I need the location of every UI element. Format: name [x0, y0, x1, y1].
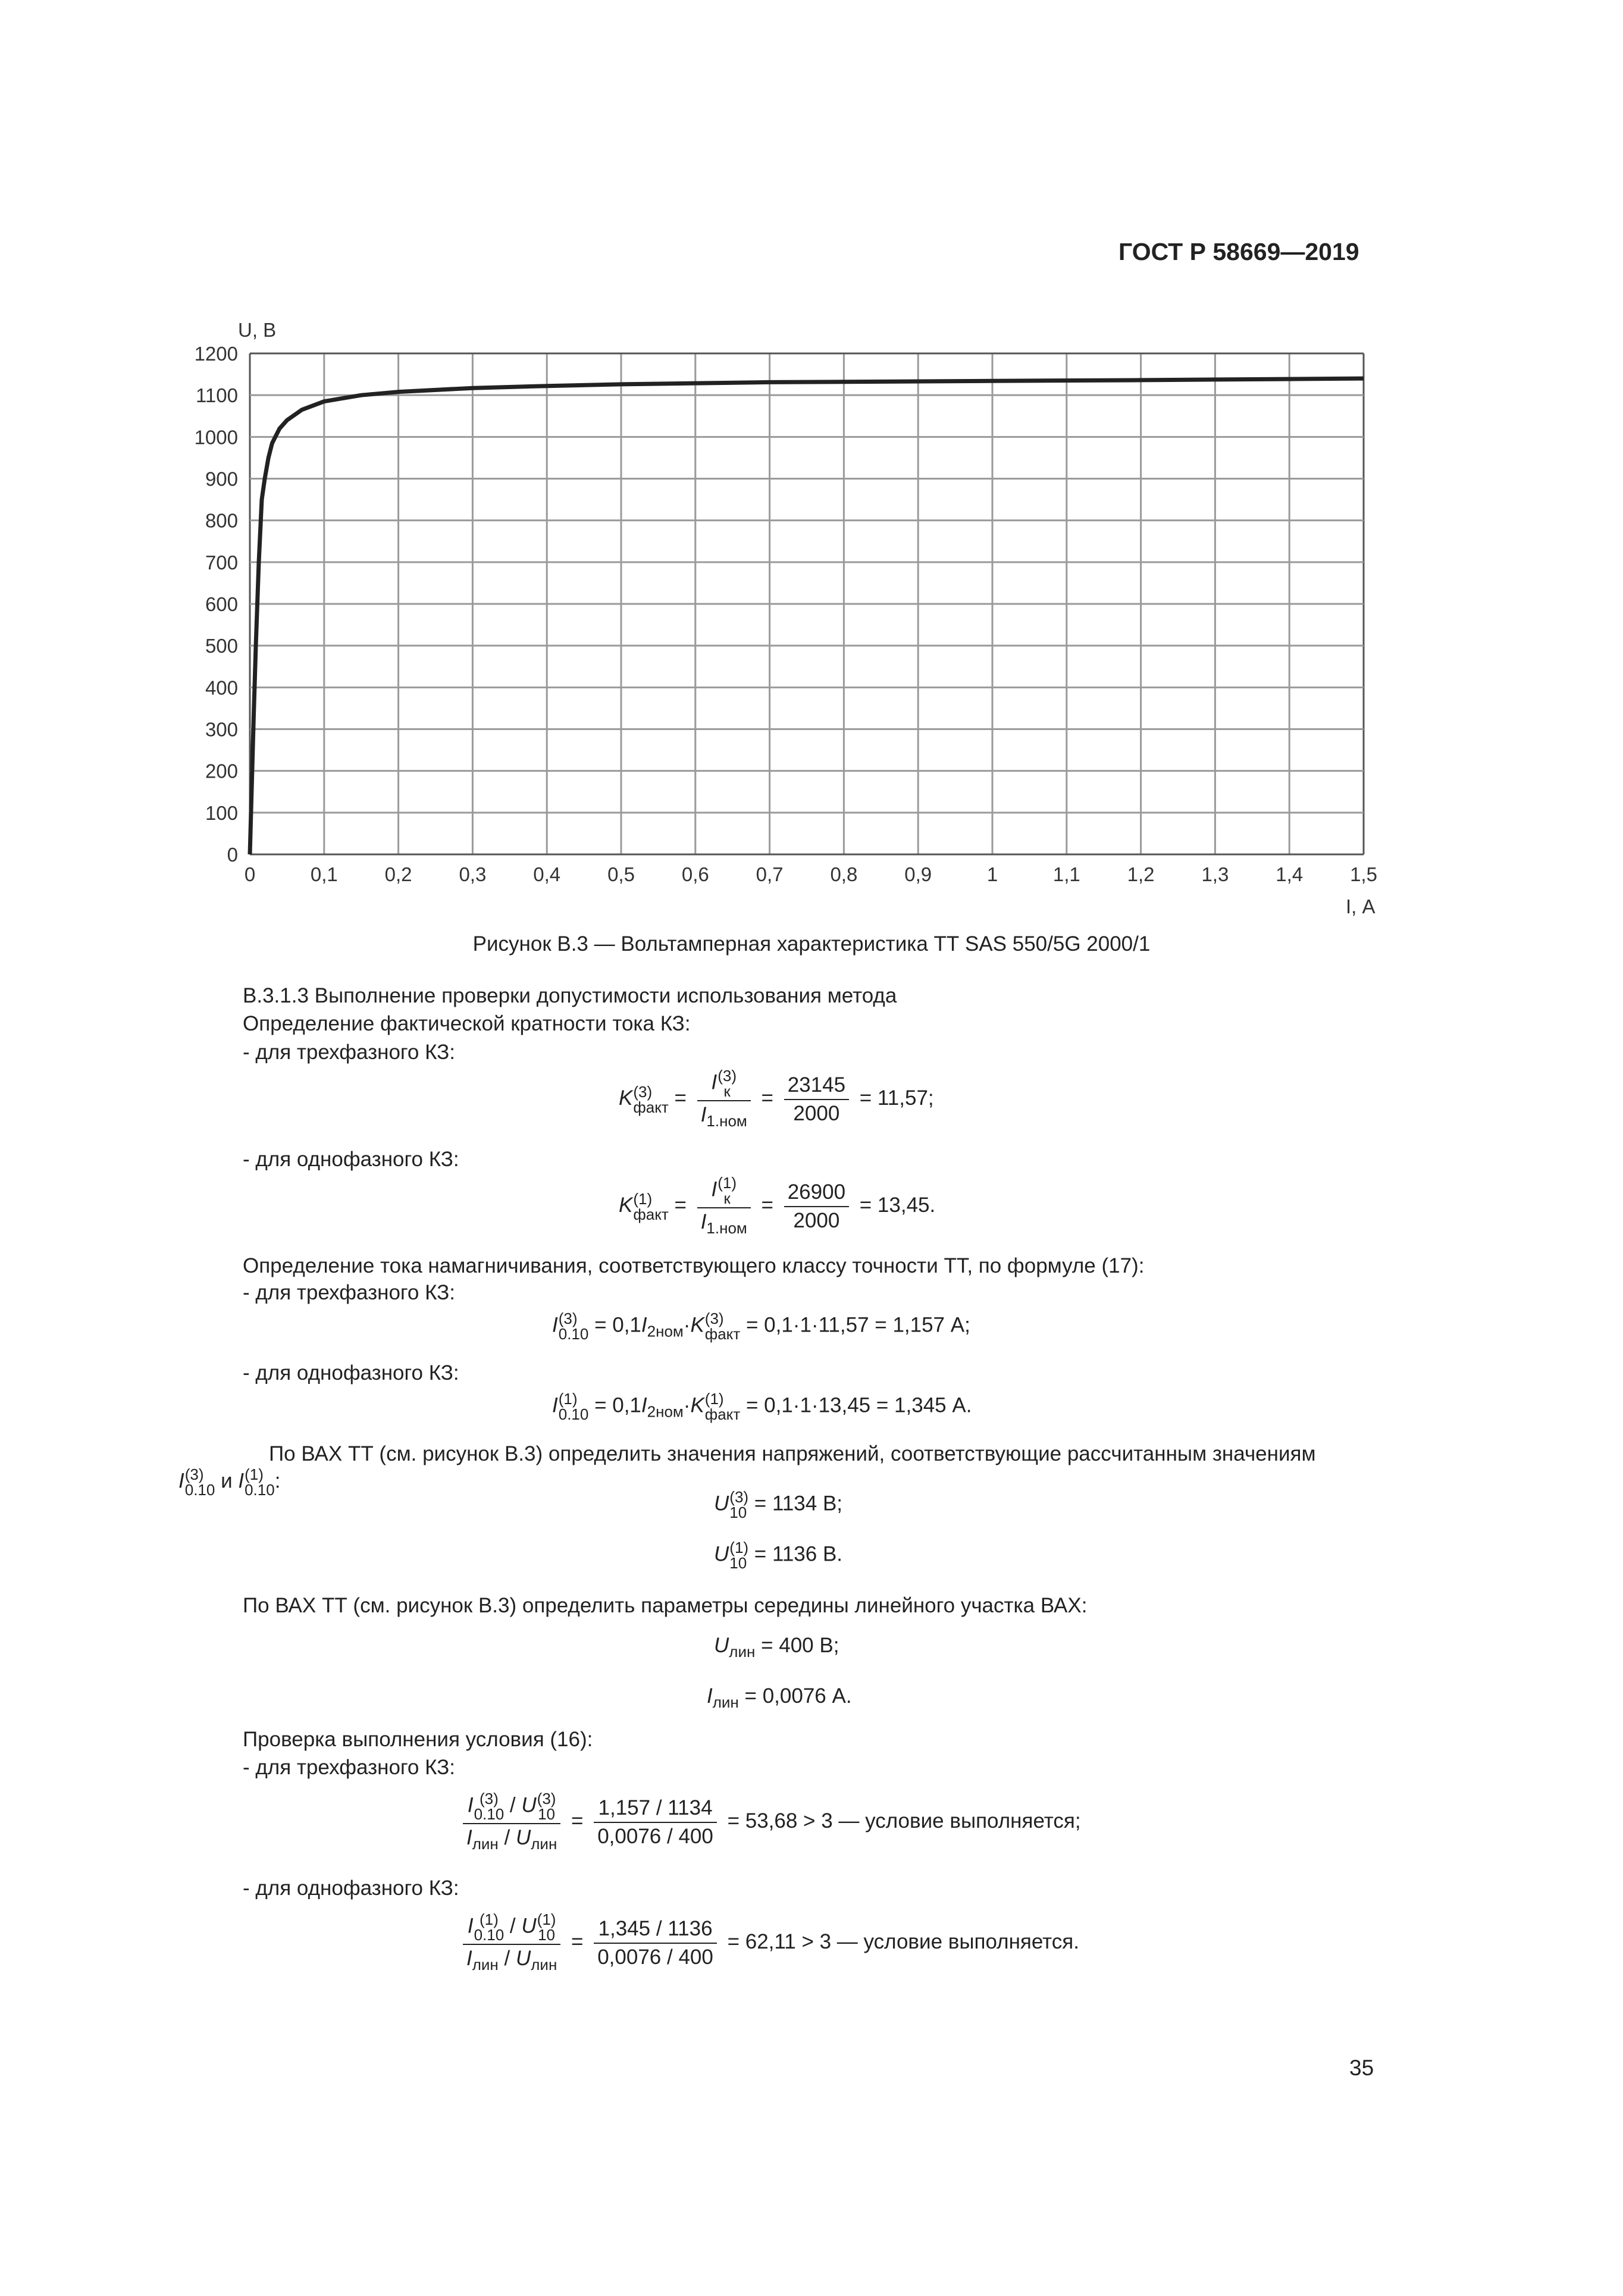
- chart-ticks: [195, 343, 1377, 885]
- paragraph-check: Проверка выполнения условия (16):: [243, 1728, 593, 1751]
- y-tick-label: 500: [205, 635, 238, 657]
- y-tick-label: 700: [205, 551, 238, 574]
- y-tick-label: 1200: [194, 343, 238, 365]
- y-tick-label: 400: [205, 676, 238, 699]
- paragraph-linear: По ВАХ ТТ (см. рисунок В.3) определить параметры середины линейного участка ВАХ:: [243, 1594, 1088, 1617]
- y-tick-label: 1000: [194, 426, 238, 449]
- formula-check3: I (3) 0.10 / U (3) 10 $I_{лин} / U_{лин}$ = $\frac{1,157 / 1134}{0,0076 / 400}$ = 53,68 > 3 — условие выполняется;: [458, 1791, 1081, 1853]
- formula-k1: K (1) факт = I (1) к $I_{1.ном}$ = $\frac{26900}{2000}$ = 13,45.: [619, 1174, 936, 1237]
- y-tick-label: 0: [227, 844, 238, 866]
- chart-grid: [250, 353, 1364, 854]
- paragraph-magnetizing: Определение тока намагничивания, соответствующего классу точности ТТ, по формуле (17):: [243, 1254, 1145, 1277]
- x-tick-label: 0,2: [384, 863, 412, 885]
- y-tick-label: 300: [205, 718, 238, 741]
- y-tick-label: 200: [205, 760, 238, 782]
- vah-curve: [250, 378, 1364, 854]
- x-tick-label: 1,4: [1276, 863, 1304, 885]
- formula-u1: U (1) 10 = 1136 В.: [714, 1539, 843, 1572]
- formula-k3: K (3) факт = I (3) к $I_{1.ном}$ = $\frac{23145}{2000}$ = 11,57;: [619, 1067, 934, 1130]
- y-axis-label: U, В: [238, 319, 277, 341]
- x-tick-label: 1,3: [1201, 863, 1229, 885]
- x-tick-label: 0,4: [533, 863, 561, 885]
- x-tick-label: 1: [986, 863, 998, 885]
- document-code: ГОСТ Р 58669—2019: [1118, 238, 1359, 265]
- formula-u3: U (3) 10 = 1134 В;: [714, 1488, 843, 1521]
- x-tick-label: 0,9: [904, 863, 932, 885]
- label-three-phase: - для трехфазного КЗ:: [243, 1041, 455, 1064]
- formula-check1: I (1) 0.10 / U (1) 10 $I_{лин} / U_{лин}$ = $\frac{1,345 / 1136}{0,0076 / 400}$ = 62,11 > 3 — условие выполняется.: [458, 1912, 1079, 1974]
- x-axis-label: I, А: [1346, 895, 1376, 917]
- y-tick-label: 900: [205, 468, 238, 490]
- page-number: 35: [1349, 2056, 1374, 2080]
- formula-ulin: $U_{лин} = 400$ В;: [714, 1634, 839, 1661]
- x-tick-label: 0,5: [607, 863, 635, 885]
- x-tick-label: 1,5: [1350, 863, 1377, 885]
- x-tick-label: 1,2: [1127, 863, 1155, 885]
- x-tick-label: 0,8: [830, 863, 858, 885]
- label-three-phase: - для трехфазного КЗ:: [243, 1756, 455, 1779]
- formula-i1: I (1) 0.10 = $0,1I_{2ном}\cdot K$ (1) факт = 0,1·1·13,45 = 1,345 А.: [552, 1390, 972, 1423]
- paragraph-voltages: По ВАХ ТТ (см. рисунок В.3) определить значения напряжений, соответствующие рассчитанным значениям: [269, 1442, 1316, 1465]
- formula-i3: I (3) 0.10 = $0,1I_{2ном}\cdot K$ (3) факт = 0,1·1·11,57 = 1,157 А;: [552, 1310, 970, 1343]
- paragraph-ratio: Определение фактической кратности тока КЗ:: [243, 1012, 691, 1035]
- x-tick-label: 1,1: [1052, 863, 1080, 885]
- y-tick-label: 800: [205, 509, 238, 532]
- vah-chart: [0, 0, 1623, 928]
- section-heading: В.3.1.3 Выполнение проверки допустимости использования метода: [243, 984, 897, 1007]
- label-three-phase: - для трехфазного КЗ:: [243, 1281, 455, 1304]
- label-single-phase: - для однофазного КЗ:: [243, 1877, 459, 1900]
- y-tick-label: 600: [205, 593, 238, 615]
- y-tick-label: 1100: [196, 384, 238, 407]
- figure-caption: Рисунок В.3 — Вольтамперная характеристика ТТ SAS 550/5G 2000/1: [472, 932, 1151, 956]
- paragraph-voltages-cont: I (3) 0.10 и I (1) 0.10 :: [178, 1465, 281, 1499]
- label-single-phase: - для однофазного КЗ:: [243, 1148, 459, 1171]
- x-tick-label: 0,1: [310, 863, 338, 885]
- x-tick-label: 0,6: [681, 863, 709, 885]
- x-tick-label: 0,7: [756, 863, 784, 885]
- x-tick-label: 0: [244, 863, 256, 885]
- formula-ilin: $I_{лин} = 0,0076$ А.: [707, 1684, 852, 1711]
- x-tick-label: 0,3: [459, 863, 487, 885]
- y-tick-label: 100: [205, 801, 238, 824]
- label-single-phase: - для однофазного КЗ:: [243, 1361, 459, 1385]
